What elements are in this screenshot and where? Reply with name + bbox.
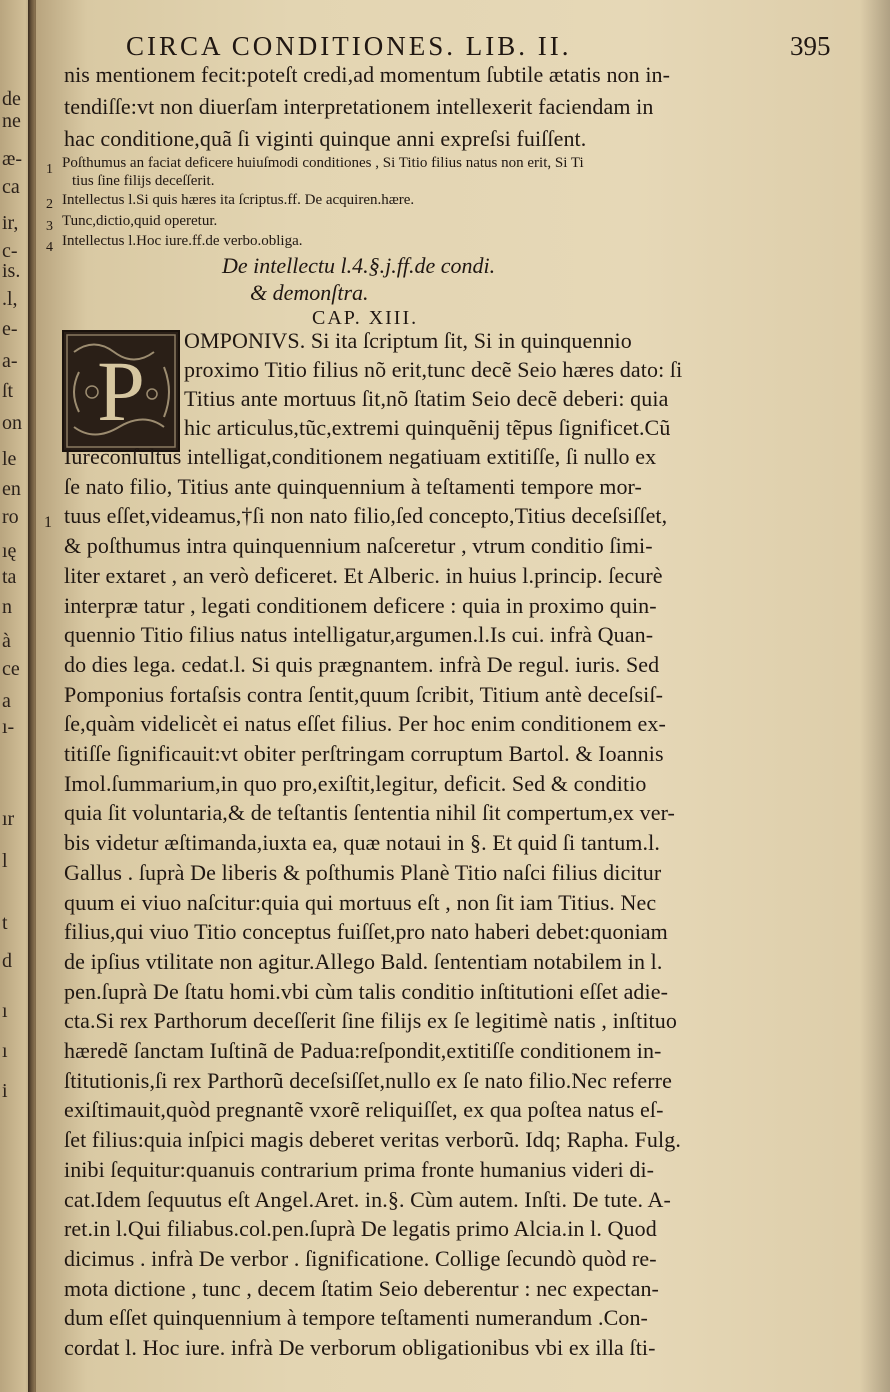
ornament-initial-icon [64,332,178,450]
summary-line: Intellectus l.Si quis hæres ita ſcriptus.ff. De acquiren.hære. [62,192,415,208]
summary-number: 4 [46,240,53,255]
text-line: mota dictione , tunc , decem ſtatim Seio deberentur : nec expectan- [64,1275,659,1301]
decorated-initial [62,330,180,452]
text-line: do dies lega. cedat.l. Si quis prægnantem. infrà De regul. iuris. Sed [64,651,660,677]
adjacent-page-fragment: ce [2,658,20,680]
adjacent-page-fragment: æ- [2,148,22,170]
text-line: interpræ tatur , legati conditionem deficere : quia in proximo quin- [64,592,657,618]
text-line: bis videtur æſtimanda,iuxta ea, quæ notaui in §. Et quid ſi tantum.l. [64,830,660,856]
summary-number: 3 [46,219,53,234]
text-line: cat.Idem ſequutus eſt Angel.Aret. in.§. Cùm autem. Inſti. De tute. A- [64,1186,671,1212]
text-line: OMPONIVS. Si ita ſcriptum ſit, Si in quinquennio [184,328,632,353]
text-line: Pomponius fortaſsis contra ſentit,quum ſcribit, Titium antè deceſsiſ- [64,681,664,707]
adjacent-page-fragment: n [2,596,12,618]
adjacent-page-fragment: t [2,912,8,934]
text-line: quum ei viuo naſcitur:quia qui mortuus eſt , non ſit iam Titius. Nec [64,889,657,915]
adjacent-page-fragment: i [2,1080,8,1102]
text-line: Imol.ſummarium,in quo pro,exiſtit,legitur, deficit. Sed & conditio [64,770,647,796]
chapter-heading: CAP. XIII. [312,307,419,329]
summary-line: Tunc,dictio,quid operetur. [62,213,218,229]
adjacent-page-fragment: en [2,478,21,500]
initial-letter: P [97,343,145,439]
text-line: dum eſſet quinquennium à tempore teſtamenti numerandum .Con- [64,1305,648,1331]
text-line: cta.Si rex Parthorum deceſſerit ſine filijs ex ſe legitimè natis , inſtituo [64,1008,677,1034]
adjacent-page-fragment: ro [2,506,19,528]
text-line: & poſthumus intra quinquennium naſceretur , vtrum conditio ſimi- [64,533,653,559]
text-line: tuus eſſet,videamus,†ſi non nato filio,ſed concepto,Titius deceſsiſſet, [64,503,668,529]
adjacent-page-fragment: ı- [2,716,15,738]
adjacent-page-fragment: à [2,630,11,652]
text-line: pen.ſuprà De ſtatu homi.vbi cùm talis conditio inſtitutioni eſſet adie- [64,978,669,1004]
adjacent-page-fragment: le [2,448,17,470]
text-line: titiſſe ſignificauit:vt obiter perſtringam corruptum Bartol. & Ioannis [64,741,664,766]
text-line: liter extaret , an verò deficeret. Et Alberic. in huius l.princip. ſecurè [64,562,663,588]
adjacent-page-fragment: is. [2,260,21,282]
rubric-line-1: De intellectu l.4.§.j.ff.de condi. [222,253,496,278]
text-line: proximo Titio filius nõ erit,tunc decẽ Seio hæres dato: ſi [184,357,683,382]
adjacent-page-fragment: l [2,850,8,872]
summary-line: Poſthumus an faciat deficere huiuſmodi conditiones , Si Titio filius natus non erit, Si Ti [62,155,584,171]
summary-line: tius ſine filijs deceſſerit. [72,173,215,189]
adjacent-page-fragment: ne [2,110,21,132]
text-line: quennio Titio filius natus intelligatur,argumen.l.Is cui. infrà Quan- [64,622,654,648]
text-line: ſe,quàm videlicèt ei natus eſſet filius. Per hoc enim conditionem ex- [64,711,666,737]
page-number: 395 [790,31,831,61]
text-line: exiſtimauit,quòd pregnantẽ vxorẽ reliquiſſet, ex qua poſtea natus eſ- [64,1097,664,1123]
text-line: ret.in l.Qui filiabus.col.pen.ſuprà De legatis primo Alcia.in l. Quod [64,1216,657,1242]
text-line: ſe nato filio, Titius ante quinquennium à teſtamenti tempore mor- [64,473,642,499]
text-line: ſtitutionis,ſi rex Parthorũ deceſsiſſet,nullo ex ſe nato filio.Nec referre [64,1067,672,1093]
rubric-line-2: & demonſtra. [250,280,369,305]
running-header [126,31,866,61]
adjacent-page-fragment: a [2,690,11,712]
text-line: hac conditione,quã ſi viginti quinque anni expreſsi fuiſſent. [64,126,587,151]
text-line: nis mentionem fecit:poteſt credi,ad momentum ſubtile ætatis non in- [64,62,671,87]
adjacent-page-fragment: de [2,88,21,110]
adjacent-page-fragment: on [2,412,22,434]
text-line: de ipſius vtilitate non agitur.Allego Bald. ſententiam notabilem in l. [64,948,663,974]
text-line: tendiſſe:vt non diuerſam interpretationem intellexerit faciendam in [64,94,654,119]
text-line: quia ſit voluntaria,& de teſtantis ſententia nihil ſit compertum,ex ver- [64,800,675,826]
book-page [36,0,890,1392]
text-line: Gallus . ſuprà De liberis & poſthumis Planè Titio naſci filius dicitur [64,859,662,885]
adjacent-page-fragment: ſt [2,380,14,402]
text-line: dicimus . infrà De verbor . ſignificatione. Collige ſecundò quòd re- [64,1245,657,1271]
text-line: hic articulus,tũc,extremi quinquẽnij tẽpus ſignificet.Cũ [184,415,671,440]
adjacent-page-fragment: c- [2,240,18,262]
text-line: filius,qui viuo Titio conceptus fuiſſet,pro nato haberi debet:quoniam [64,919,668,945]
adjacent-page-fragment: ir, [2,212,19,234]
margin-note-number: 1 [44,514,52,531]
adjacent-page-fragment: ıę [2,540,17,562]
summary-number: 2 [46,197,53,212]
adjacent-page-fragment: a- [2,350,18,372]
adjacent-page-fragment: d [2,950,12,972]
text-line: ſet filius:quia inſpici magis deberet veritas verborũ. Idq; Rapha. Fulg. [64,1127,681,1153]
text-line: Titius ante mortuus ſit,nõ ſtatim Seio decẽ deberi: quia [184,386,669,411]
running-title: CIRCA CONDITIONES. LIB. II. [126,31,572,61]
text-line: hæredẽ ſanctam Iuſtinã de Padua:reſpondit,extitiſſe conditionem in- [64,1038,662,1063]
adjacent-page-fragment: e- [2,318,18,340]
adjacent-page-fragment: ca [2,176,20,198]
adjacent-page-fragment: ı [2,1000,8,1022]
text-line: Iureconſultus intelligat,conditionem negatiuam extitiſſe, ſi nullo ex [64,444,657,469]
text-line: inibi ſequitur:quanuis contrarium prima fronte humanius videri di- [64,1156,655,1182]
summary-number: 1 [46,162,53,177]
adjacent-page-fragment: ta [2,566,17,588]
adjacent-page-fragment: ır [2,808,15,830]
adjacent-page-fragment: ı [2,1040,8,1062]
adjacent-page-fragment: .l, [2,288,18,310]
summary-line: Intellectus l.Hoc iure.ff.de verbo.obliga. [62,233,303,249]
text-line: cordat l. Hoc iure. infrà De verborum obligationibus vbi ex illa ſti- [64,1335,656,1360]
